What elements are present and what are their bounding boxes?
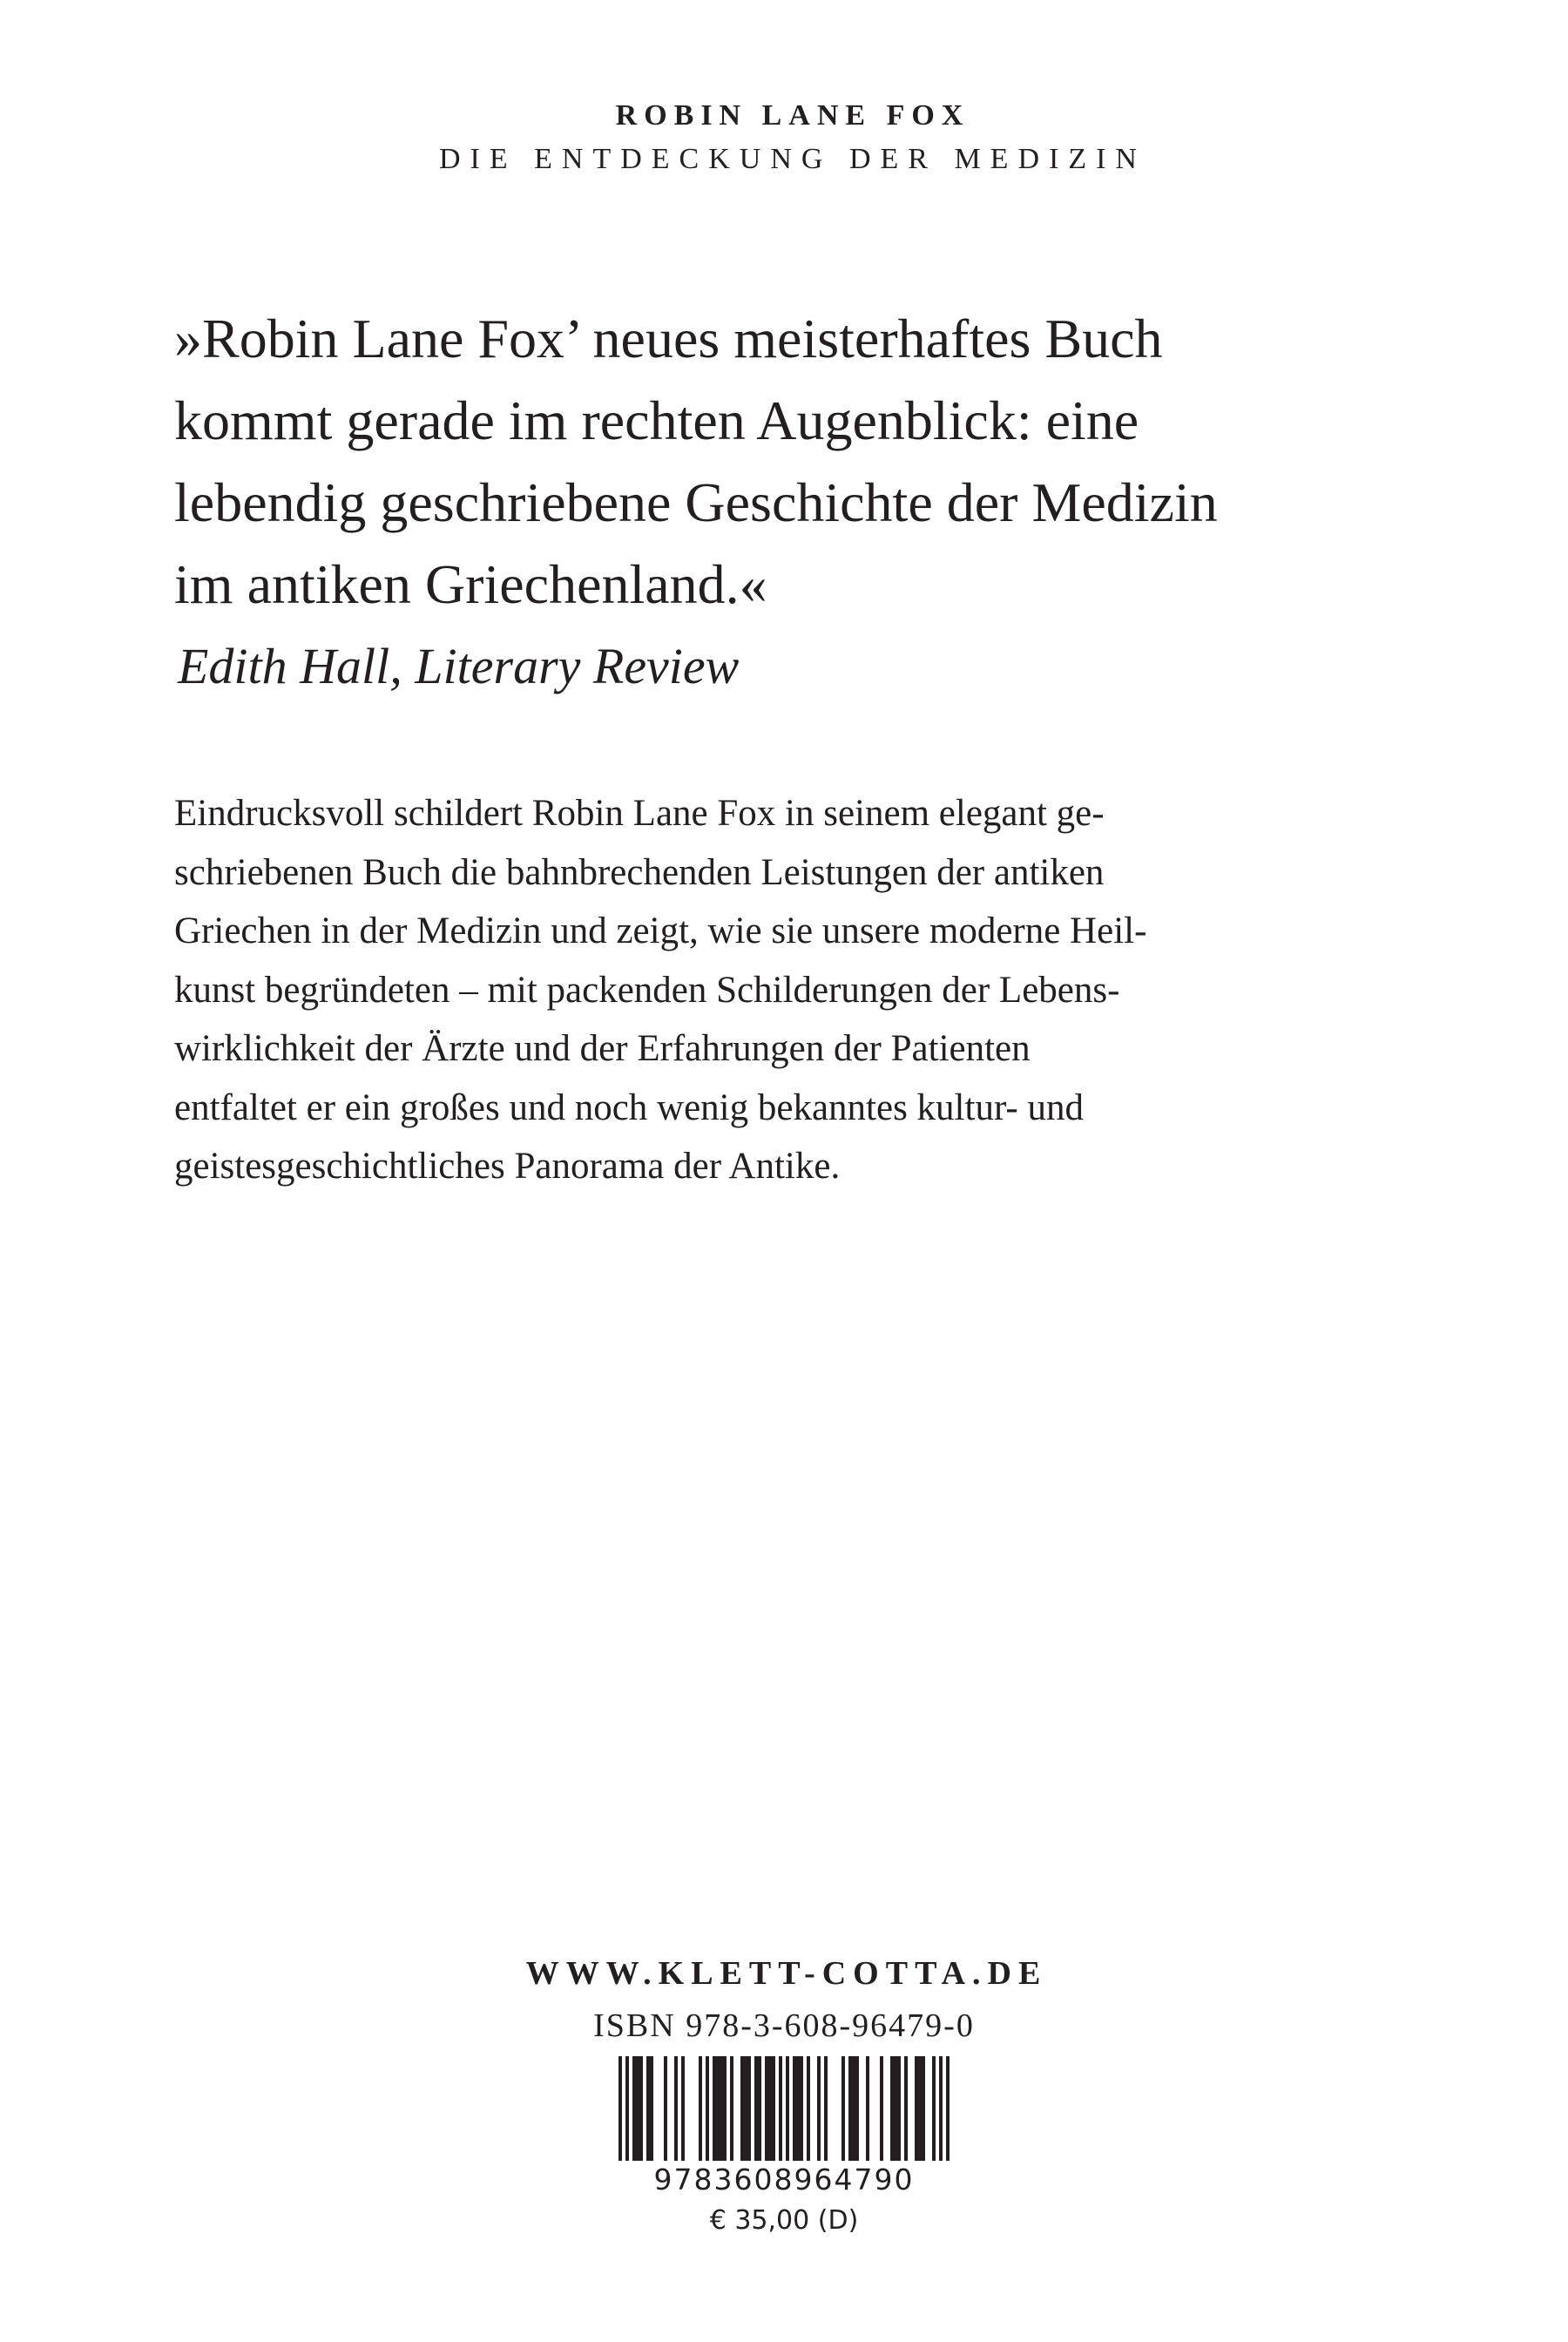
blurb-text xyxy=(174,784,1307,1196)
barcode-bar xyxy=(723,2056,727,2163)
barcode-bar xyxy=(754,2056,758,2163)
barcode-bar xyxy=(646,2056,650,2163)
blurb-line: kunst begründeten – mit packenden Schilderungen der Lebens- xyxy=(174,969,1120,1011)
review-quote xyxy=(174,298,1446,626)
barcode-bar xyxy=(852,2056,855,2163)
barcode-bar xyxy=(681,2056,685,2163)
blurb-line: geistesgeschichtliches Panorama der Antike. xyxy=(174,1146,841,1187)
quote-line: lebendig geschriebene Geschichte der Medizin xyxy=(174,471,1218,533)
barcode-bar xyxy=(664,2056,667,2163)
blurb-line: schriebenen Buch die bahnbrechenden Leistungen der antiken xyxy=(174,851,1105,893)
barcode-bar xyxy=(807,2056,810,2163)
barcode-bar xyxy=(918,2056,922,2163)
book-title: DIE ENTDECKUNG DER MEDIZIN xyxy=(439,143,1146,175)
barcode-bar xyxy=(772,2056,775,2163)
author-name: ROBIN LANE FOX xyxy=(615,99,970,132)
quote-line: im antiken Griechenland.« xyxy=(174,553,767,615)
quote-line: kommt gerade im rechten Augenblick: eine xyxy=(174,389,1139,451)
barcode-bar xyxy=(824,2056,828,2163)
barcode-bar xyxy=(890,2056,894,2163)
quote-source: Edith Hall, Literary Review xyxy=(178,638,740,694)
barcode-bar xyxy=(855,2056,859,2163)
barcode-number: 9783608964790 xyxy=(610,2161,958,2199)
barcode-bar xyxy=(793,2056,796,2163)
barcode-bar xyxy=(650,2056,653,2163)
barcode-bar xyxy=(800,2056,803,2163)
barcode-bar xyxy=(915,2056,918,2163)
barcode-bar xyxy=(720,2056,723,2163)
barcode-bar xyxy=(632,2056,636,2163)
barcode-bar xyxy=(765,2056,768,2163)
barcode-bar xyxy=(636,2056,639,2163)
barcode-bar xyxy=(866,2056,869,2163)
barcode-bar xyxy=(639,2056,643,2163)
barcode-bar xyxy=(841,2056,845,2163)
barcode-bar xyxy=(716,2056,720,2163)
barcode-bar xyxy=(848,2056,852,2163)
barcode-bar xyxy=(922,2056,925,2163)
barcode-bar xyxy=(699,2056,702,2163)
book-header xyxy=(0,94,1568,181)
barcode-bar xyxy=(894,2056,897,2163)
barcode-bar xyxy=(744,2056,747,2163)
barcode-bar xyxy=(740,2056,744,2163)
blurb-line: wirklichkeit der Ärzte und der Erfahrungen der Patienten xyxy=(174,1028,1031,1069)
isbn: ISBN 978-3-608-96479-0 xyxy=(593,2007,975,2044)
barcode-bar xyxy=(932,2056,936,2163)
price: € 35,00 (D) xyxy=(709,2205,859,2236)
barcode-bar xyxy=(817,2056,821,2163)
publisher-website: WWW.KLETT-COTTA.DE xyxy=(525,1955,1048,1992)
barcode-bar xyxy=(713,2056,716,2163)
blurb-line: Eindrucksvoll schildert Robin Lane Fox in seinem elegant ge- xyxy=(174,793,1105,834)
blurb-line: Griechen in der Medizin und zeigt, wie sie unsere moderne Heil- xyxy=(174,910,1147,951)
barcode-bar xyxy=(758,2056,761,2163)
barcode-bar xyxy=(796,2056,800,2163)
barcode-bar xyxy=(897,2056,901,2163)
quote-line: »Robin Lane Fox’ neues meisterhaftes Buch xyxy=(174,308,1163,369)
blurb-line: entfaltet er ein großes und noch wenig bekanntes kultur- und xyxy=(174,1086,1084,1128)
barcode-bar xyxy=(747,2056,751,2163)
barcode-bar xyxy=(880,2056,883,2163)
barcode-bar xyxy=(706,2056,709,2163)
barcode-bar xyxy=(674,2056,678,2163)
barcode-bar xyxy=(730,2056,733,2163)
barcode-bar xyxy=(904,2056,908,2163)
barcode-bar xyxy=(768,2056,772,2163)
